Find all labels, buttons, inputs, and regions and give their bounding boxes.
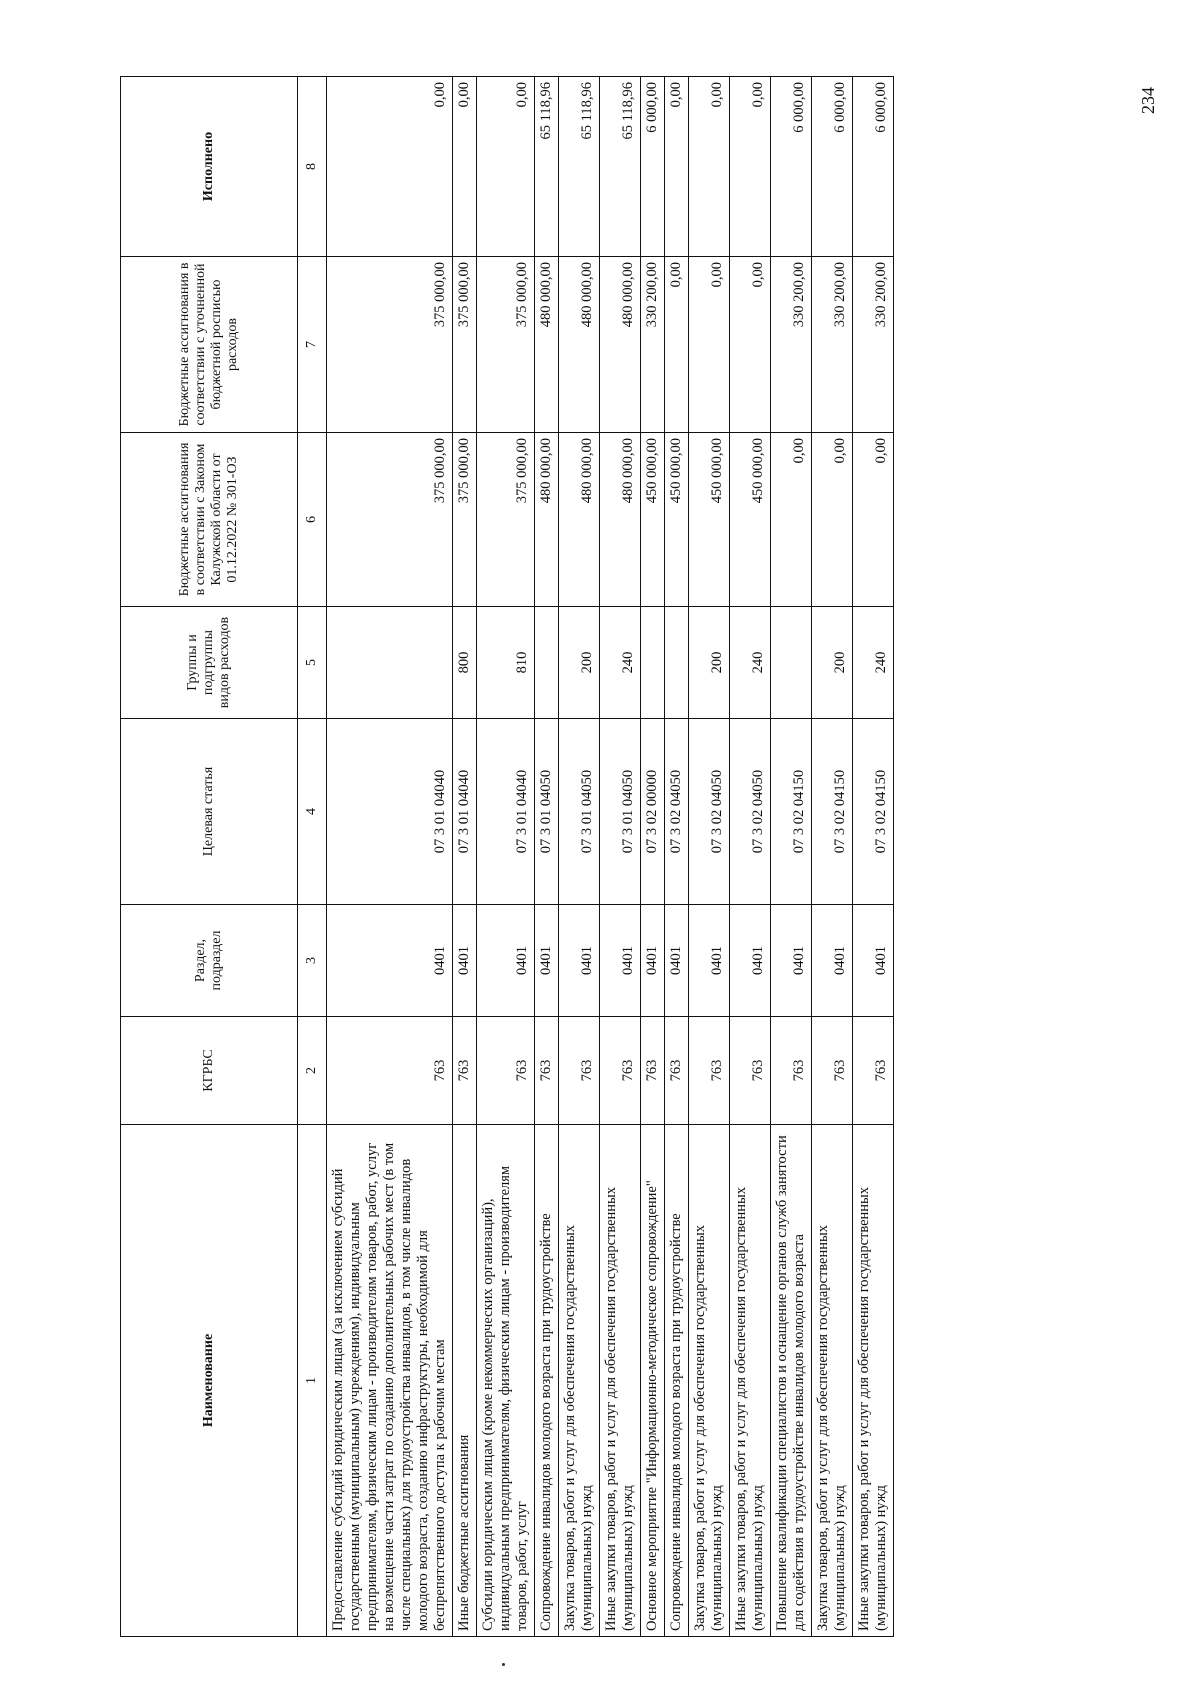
cell-executed-amount: 0,00 [689, 77, 730, 257]
cell-law-amount: 375 000,00 [327, 433, 453, 607]
cell-section: 0401 [327, 905, 453, 1017]
cell-group: 240 [730, 607, 771, 719]
cell-law-amount: 480 000,00 [535, 433, 559, 607]
cell-law-amount: 375 000,00 [477, 433, 535, 607]
table-row [327, 77, 453, 1637]
table-row [453, 77, 477, 1637]
cell-section: 0401 [812, 905, 853, 1017]
cell-group [327, 607, 453, 719]
cell-name: Повышение квалификации специалистов и оснащение органов служб занятости для содействия в трудоустройстве инвалидов молодого возраста [771, 1125, 812, 1637]
table-row [665, 77, 689, 1637]
cell-refined-amount: 480 000,00 [559, 257, 600, 433]
page-number: 234 [1137, 86, 1158, 114]
cell-law-amount: 0,00 [812, 433, 853, 607]
table-row [689, 77, 730, 1637]
header-target: Целевая статья [121, 719, 298, 905]
cell-kgrbs: 763 [600, 1017, 641, 1125]
header-row [121, 77, 298, 1637]
cell-executed-amount: 0,00 [730, 77, 771, 257]
cell-section: 0401 [771, 905, 812, 1017]
cell-section: 0401 [535, 905, 559, 1017]
column-number: 4 [298, 719, 327, 905]
cell-section: 0401 [853, 905, 894, 1017]
cell-target: 07 3 01 04050 [535, 719, 559, 905]
cell-section: 0401 [730, 905, 771, 1017]
cell-refined-amount: 375 000,00 [453, 257, 477, 433]
cell-section: 0401 [453, 905, 477, 1017]
column-number: 1 [298, 1125, 327, 1637]
cell-target: 07 3 02 04150 [771, 719, 812, 905]
cell-section: 0401 [641, 905, 665, 1017]
cell-refined-amount: 0,00 [665, 257, 689, 433]
cell-law-amount: 450 000,00 [730, 433, 771, 607]
cell-executed-amount: 0,00 [327, 77, 453, 257]
cell-law-amount: 480 000,00 [600, 433, 641, 607]
cell-target: 07 3 01 04050 [600, 719, 641, 905]
cell-name: Субсидии юридическим лицам (кроме некоммерческих организаций), индивидуальным предпринимателям, физическим лицам - производителям товаров, работ, услуг [477, 1125, 535, 1637]
cell-target: 07 3 02 04150 [812, 719, 853, 905]
cell-section: 0401 [665, 905, 689, 1017]
cell-executed-amount: 6 000,00 [812, 77, 853, 257]
cell-executed-amount: 65 118,96 [600, 77, 641, 257]
cell-target: 07 3 02 00000 [641, 719, 665, 905]
cell-refined-amount: 330 200,00 [853, 257, 894, 433]
cell-kgrbs: 763 [535, 1017, 559, 1125]
column-number: 2 [298, 1017, 327, 1125]
header-name: Наименование [121, 1125, 298, 1637]
column-number: 8 [298, 77, 327, 257]
cell-executed-amount: 6 000,00 [771, 77, 812, 257]
table-row [559, 77, 600, 1637]
cell-name: Закупка товаров, работ и услуг для обеспечения государственных (муниципальных) нужд [812, 1125, 853, 1637]
column-number: 3 [298, 905, 327, 1017]
cell-group: 200 [689, 607, 730, 719]
cell-section: 0401 [600, 905, 641, 1017]
cell-name: Иные закупки товаров, работ и услуг для обеспечения государственных (муниципальных) нужд [600, 1125, 641, 1637]
column-number: 5 [298, 607, 327, 719]
cell-group: 200 [559, 607, 600, 719]
cell-executed-amount: 65 118,96 [559, 77, 600, 257]
cell-kgrbs: 763 [689, 1017, 730, 1125]
cell-kgrbs: 763 [730, 1017, 771, 1125]
table-row [477, 77, 535, 1637]
cell-refined-amount: 375 000,00 [477, 257, 535, 433]
scan-speck [502, 1663, 505, 1666]
cell-kgrbs: 763 [812, 1017, 853, 1125]
cell-refined-amount: 330 200,00 [812, 257, 853, 433]
cell-target: 07 3 02 04050 [730, 719, 771, 905]
header-executed: Исполнено [121, 77, 298, 257]
table-row [600, 77, 641, 1637]
cell-name: Иные закупки товаров, работ и услуг для обеспечения государственных (муниципальных) нужд [853, 1125, 894, 1637]
table-row [812, 77, 853, 1637]
cell-group: 810 [477, 607, 535, 719]
cell-group: 240 [853, 607, 894, 719]
column-number: 7 [298, 257, 327, 433]
cell-law-amount: 375 000,00 [453, 433, 477, 607]
rotated-table-wrapper [120, 77, 1120, 1637]
table-row [853, 77, 894, 1637]
cell-section: 0401 [559, 905, 600, 1017]
cell-refined-amount: 330 200,00 [641, 257, 665, 433]
cell-law-amount: 0,00 [771, 433, 812, 607]
cell-refined-amount: 0,00 [689, 257, 730, 433]
cell-kgrbs: 763 [641, 1017, 665, 1125]
cell-section: 0401 [477, 905, 535, 1017]
cell-group: 200 [812, 607, 853, 719]
cell-kgrbs: 763 [453, 1017, 477, 1125]
cell-name: Иные бюджетные ассигнования [453, 1125, 477, 1637]
cell-refined-amount: 375 000,00 [327, 257, 453, 433]
cell-target: 07 3 01 04040 [453, 719, 477, 905]
cell-name: Закупка товаров, работ и услуг для обеспечения государственных (муниципальных) нужд [689, 1125, 730, 1637]
cell-group [535, 607, 559, 719]
cell-target: 07 3 01 04050 [559, 719, 600, 905]
cell-law-amount: 450 000,00 [665, 433, 689, 607]
cell-law-amount: 450 000,00 [641, 433, 665, 607]
header-law: Бюджетные ассигнования в соответствии с Законом Калужской области от 01.12.2022 № 301-ОЗ [121, 433, 298, 607]
cell-law-amount: 480 000,00 [559, 433, 600, 607]
cell-kgrbs: 763 [771, 1017, 812, 1125]
cell-executed-amount: 0,00 [665, 77, 689, 257]
cell-kgrbs: 763 [559, 1017, 600, 1125]
cell-law-amount: 0,00 [853, 433, 894, 607]
cell-executed-amount: 6 000,00 [853, 77, 894, 257]
cell-executed-amount: 0,00 [453, 77, 477, 257]
cell-kgrbs: 763 [477, 1017, 535, 1125]
cell-target: 07 3 01 04040 [477, 719, 535, 905]
cell-section: 0401 [689, 905, 730, 1017]
cell-target: 07 3 02 04150 [853, 719, 894, 905]
table-row [730, 77, 771, 1637]
cell-target: 07 3 02 04050 [689, 719, 730, 905]
cell-name: Иные закупки товаров, работ и услуг для обеспечения государственных (муниципальных) нужд [730, 1125, 771, 1637]
cell-law-amount: 450 000,00 [689, 433, 730, 607]
cell-executed-amount: 6 000,00 [641, 77, 665, 257]
cell-target: 07 3 01 04040 [327, 719, 453, 905]
column-number-row [298, 77, 327, 1637]
cell-kgrbs: 763 [327, 1017, 453, 1125]
header-refined: Бюджетные ассигнования в соответствии с уточненной бюджетной росписью расходов [121, 257, 298, 433]
header-kgrbs: КГРБС [121, 1017, 298, 1125]
header-section: Раздел, подраздел [121, 905, 298, 1017]
cell-refined-amount: 480 000,00 [600, 257, 641, 433]
header-groups: Группы и подгруппы видов расходов [121, 607, 298, 719]
cell-name: Основное мероприятие "Информационно-методическое сопровождение" [641, 1125, 665, 1637]
cell-refined-amount: 330 200,00 [771, 257, 812, 433]
cell-group: 800 [453, 607, 477, 719]
cell-refined-amount: 0,00 [730, 257, 771, 433]
cell-group [665, 607, 689, 719]
cell-name: Сопровождение инвалидов молодого возраста при трудоустройстве [535, 1125, 559, 1637]
cell-group: 240 [600, 607, 641, 719]
cell-refined-amount: 480 000,00 [535, 257, 559, 433]
cell-executed-amount: 65 118,96 [535, 77, 559, 257]
cell-name: Сопровождение инвалидов молодого возраста при трудоустройстве [665, 1125, 689, 1637]
budget-table [120, 76, 894, 1637]
cell-group [641, 607, 665, 719]
table-row [771, 77, 812, 1637]
table-body [327, 77, 894, 1637]
table-row [641, 77, 665, 1637]
column-number: 6 [298, 433, 327, 607]
cell-group [771, 607, 812, 719]
cell-target: 07 3 02 04050 [665, 719, 689, 905]
cell-kgrbs: 763 [665, 1017, 689, 1125]
table-row [535, 77, 559, 1637]
cell-name: Предоставление субсидий юридическим лицам (за исключением субсидий государственным (муниципальным) учреждениям), индивидуальным предпринимателям, физическим лицам - производителям товаров, работ, услуг на возмещение части затрат по созданию дополнительных рабочих мест (в том числе специальных) для трудоустройства инвалидов, в том числе инвалидов молодого возраста, созданию инфраструктуры, необходимой для беспрепятственного доступа к рабочим местам [327, 1125, 453, 1637]
cell-kgrbs: 763 [853, 1017, 894, 1125]
cell-executed-amount: 0,00 [477, 77, 535, 257]
cell-name: Закупка товаров, работ и услуг для обеспечения государственных (муниципальных) нужд [559, 1125, 600, 1637]
